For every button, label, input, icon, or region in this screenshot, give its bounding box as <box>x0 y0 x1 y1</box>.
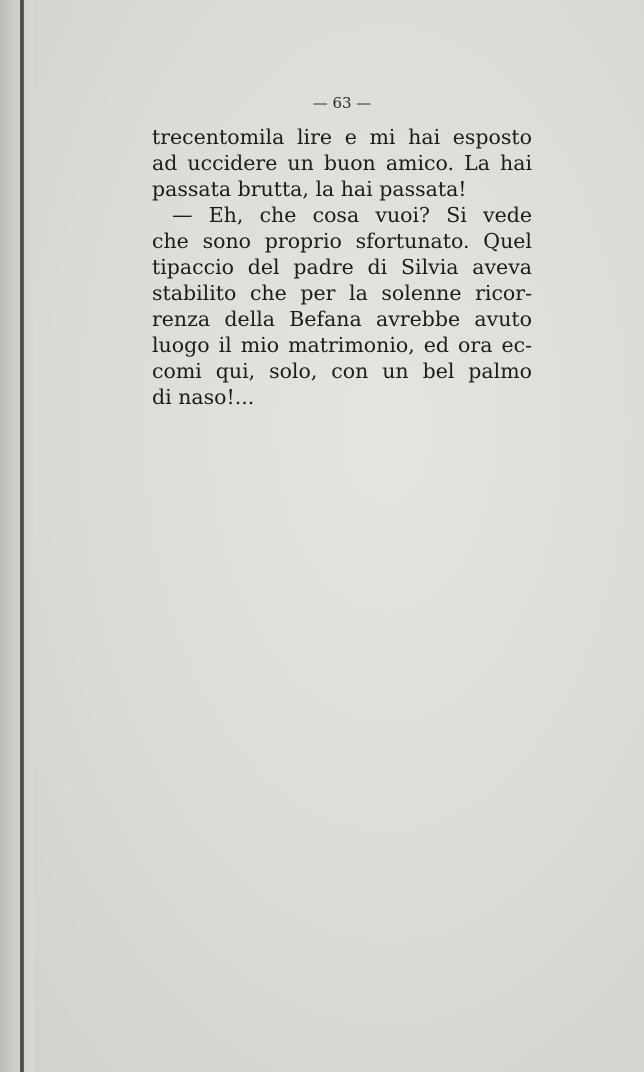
text-line-8: renza della Befana avrebbe avuto <box>152 307 532 331</box>
text-line-4: — Eh, che cosa vuoi? Si vede <box>172 203 532 227</box>
text-line-10: comi qui, solo, con un bel palmo <box>152 359 532 383</box>
body-text <box>152 124 532 410</box>
text-line-5: che sono proprio sfortunato. Quel <box>152 229 532 253</box>
text-line-1: trecentomila lire e mi hai esposto <box>152 125 532 149</box>
text-line-3: passata brutta, la hai passata! <box>152 177 467 201</box>
text-line-9: luogo il mio matrimonio, ed ora ec- <box>152 333 532 357</box>
text-line-11: di naso!... <box>152 385 255 409</box>
page-number: — 63 — <box>312 94 372 112</box>
text-line-2: ad uccidere un buon amico. La hai <box>152 151 532 175</box>
text-line-7: stabilito che per la solenne ricor- <box>152 281 532 305</box>
page-spine-shadow <box>0 0 34 1072</box>
binding-edge <box>20 0 24 1072</box>
text-line-6: tipaccio del padre di Silvia aveva <box>152 255 532 279</box>
